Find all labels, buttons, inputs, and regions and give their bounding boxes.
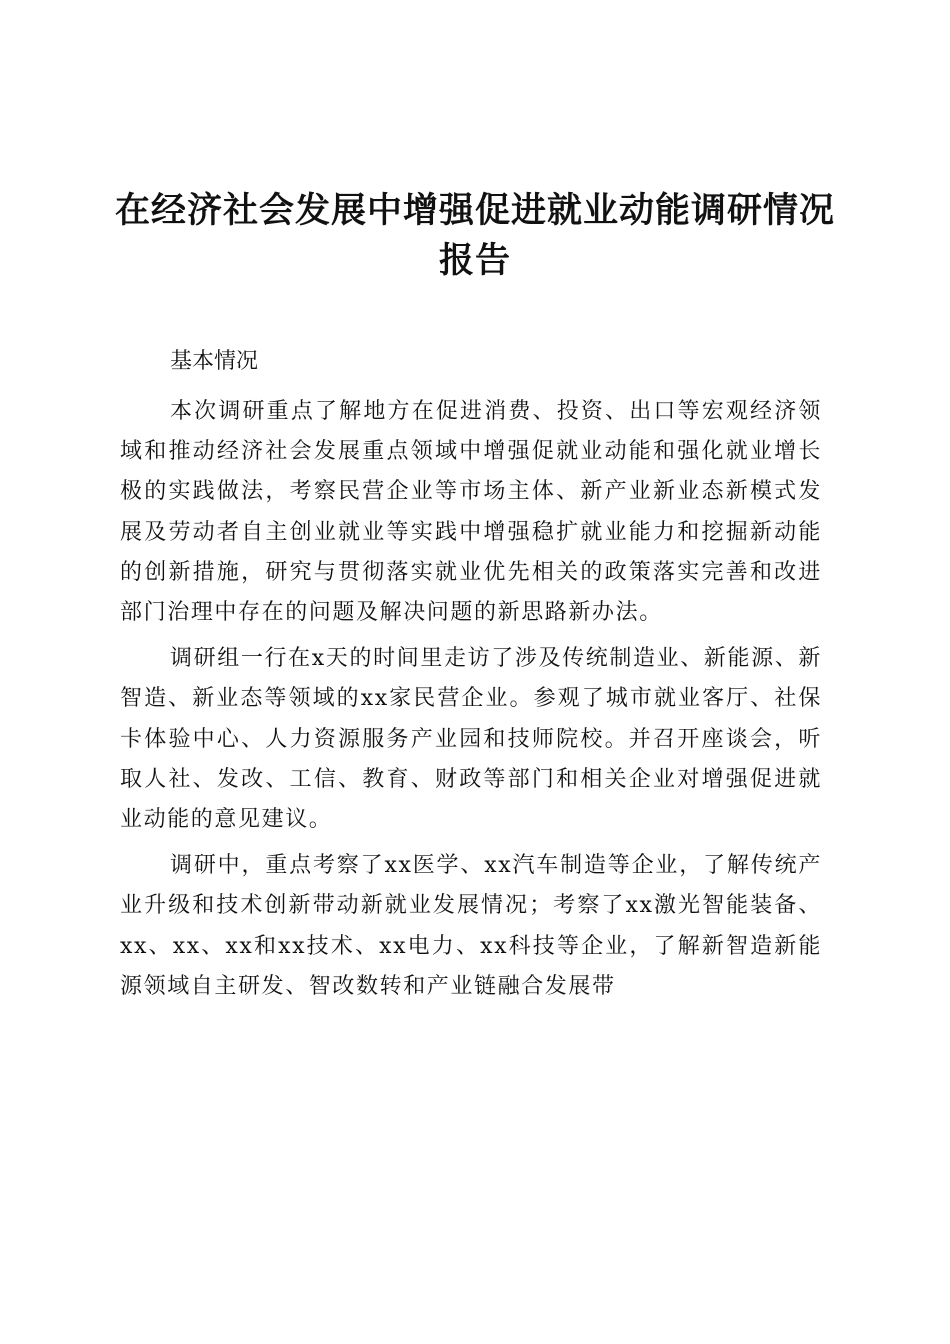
paragraph-3: 调研中，重点考察了xx医学、xx汽车制造等企业，了解传统产业升级和技术创新带动新就业发展情况；考察了xx激光智能装备、xx、xx、xx和xx技术、xx电力、xx科技等企业，了解新智造新能源领域自主研发、智改数转和产业链融合发展带 <box>120 853 822 999</box>
paragraph-2: 调研组一行在x天的时间里走访了涉及传统制造业、新能源、新智造、新业态等领域的xx家民营企业。参观了城市就业客厅、社保卡体验中心、人力资源服务产业园和技师院校。并召开座谈会，听取人社、发改、工信、教育、财政等部门和相关企业对增强促进就业动能的意见建议。 <box>120 646 822 833</box>
document-body <box>120 392 822 1013</box>
document-title-line-2: 报告 <box>438 240 511 281</box>
section-heading: 基本情况 <box>170 349 259 374</box>
document-title <box>100 186 850 286</box>
paragraph-1: 本次调研重点了解地方在促进消费、投资、出口等宏观经济领域和推动经济社会发展重点领域中增强促就业动能和强化就业增长极的实践做法，考察民营企业等市场主体、新产业新业态新模式发展及劳动者自主创业就业等实践中增强稳扩就业能力和挖掘新动能的创新措施，研究与贯彻落实就业优先相关的政策落实完善和改进部门治理中存在的问题及解决问题的新思路新办法。 <box>120 399 822 626</box>
document-title-line-1: 在经济社会发展中增强促进就业动能调研情况 <box>114 190 835 231</box>
